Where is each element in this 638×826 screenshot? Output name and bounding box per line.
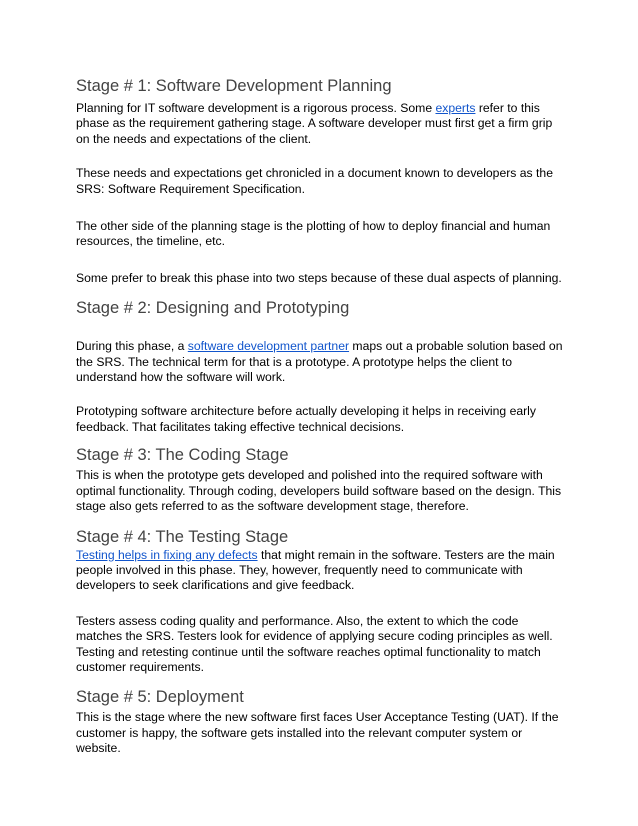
paragraph (76, 101, 566, 147)
paragraph: These needs and expectations get chronicled in a document known to developers as the SRS: Software Requirement Specification. (76, 166, 553, 196)
paragraph: Testers assess coding quality and performance. Also, the extent to which the code matches the SRS. Testers look for evidence of applying secure coding principles as well. (76, 613, 553, 644)
heading-stage-1: Stage # 1: Software Development Planning (76, 77, 392, 95)
heading-stage-2: Stage # 2: Designing and Prototyping (76, 299, 350, 318)
paragraph (76, 548, 566, 594)
heading-stage-3: Stage # 3: The Coding Stage (76, 446, 289, 465)
document-body (76, 76, 566, 757)
paragraph-text: refer to this phase as the requirement gathering stage. A software developer must first get a firm grip on the needs and expectations of the client. (76, 101, 553, 146)
paragraph-text: During this phase, a (76, 339, 188, 354)
heading-stage-4: Stage # 4: The Testing Stage (76, 527, 289, 546)
heading-stage-5: Stage # 5: Deployment (76, 688, 244, 707)
experts-link[interactable]: experts (435, 101, 476, 115)
paragraph: Some prefer to break this phase into two steps because of these dual aspects of planning. (76, 270, 562, 285)
paragraph (76, 339, 566, 385)
paragraph: Prototyping software architecture before actually developing it helps in receiving early feedback. That facilitates taking effective technical decisions. (76, 404, 536, 434)
paragraph-text: maps out a probable solution based on the SRS. The technical term for that is a prototype. A prototype helps the client to understand how the software will work. (76, 339, 563, 385)
paragraph: Testing and retesting continue until the software reaches optimal functionality to match customer requirements. (76, 644, 541, 674)
paragraph: This is the stage where the new software first faces User Acceptance Testing (UAT). If the customer is happy, the software gets installed into the relevant computer system or website. (76, 710, 559, 756)
testing-defects-link[interactable]: Testing helps in fixing any defects (76, 547, 258, 562)
paragraph: This is when the prototype gets developed and polished into the required software with optimal functionality. Through coding, developers build software based on the design. This stage also gets referred to as the software development stage, therefore. (76, 468, 562, 514)
paragraph: The other side of the planning stage is the plotting of how to deploy financial and human resources, the timeline, etc. (76, 219, 551, 249)
paragraph-text: that might remain in the software. Testers are the main people involved in this phase. They, however, frequently need to communicate with developers to seek clarifications and give feedback. (76, 547, 555, 593)
paragraph-text: Planning for IT software development is a rigorous process. Some (76, 101, 436, 115)
software-development-partner-link[interactable]: software development partner (187, 339, 350, 354)
